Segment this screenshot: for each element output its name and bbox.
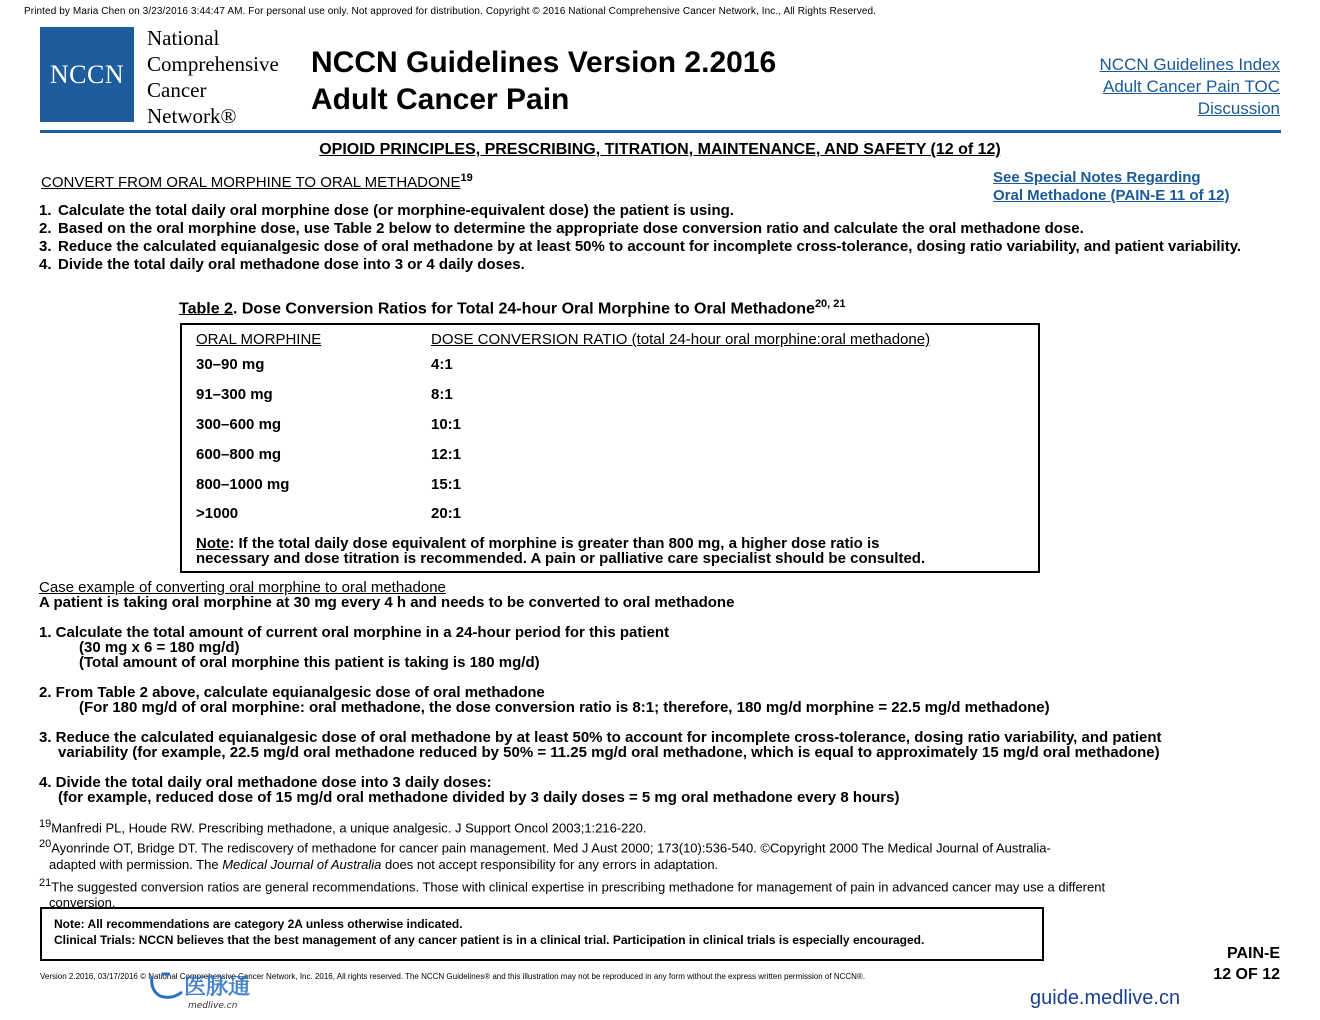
table-title-text: . Dose Conversion Ratios for Total 24-hour Oral Morphine to Oral Methadone (232, 300, 815, 318)
reference-number: 19 (39, 818, 52, 830)
table-cell-dose: 600–800 mg (196, 446, 282, 463)
header-divider (40, 130, 1281, 133)
logo-line: National (147, 26, 220, 50)
reference-number: 20 (39, 838, 52, 851)
reference-text: Manfredi PL, Houde RW. Prescribing methadone, a unique analgesic. J Support Oncol 2003;1:216-220. (51, 820, 647, 836)
guidelines-index-link[interactable]: NCCN Guidelines Index (1099, 55, 1280, 74)
case-step (39, 730, 1289, 760)
table-note (196, 536, 1026, 566)
footnote-ref: 20, 21 (814, 298, 846, 310)
section-title (0, 141, 1320, 159)
copyright-footer: Version 2.2016, 03/17/2016 © National Comprehensive Cancer Network, Inc. 2016, All rights reserved. The NCCN Guidelines® and this illustration may not be reproduced in any form without the express written permission of NCCN®. (40, 972, 866, 981)
table-note-line: necessary and dose titration is recommended. A pain or palliative care specialist should be consulted. (196, 550, 926, 567)
reference-item (39, 836, 1289, 856)
table-cell-ratio: 10:1 (431, 416, 462, 433)
table-cell-ratio: 8:1 (431, 386, 453, 403)
case-step-text: 1. Calculate the total amount of current oral morphine in a 24-hour period for this patient (39, 624, 670, 641)
nccn-logo[interactable] (40, 27, 134, 122)
convert-heading (41, 172, 473, 191)
recommendations-note-box (40, 907, 1044, 961)
case-step (39, 685, 1289, 715)
reference-continuation: conversion. (49, 894, 116, 910)
special-notes-link[interactable]: See Special Notes Regarding (993, 169, 1201, 186)
logo-line: Comprehensive (147, 52, 279, 76)
logo-line: Network® (147, 104, 237, 128)
list-item (39, 220, 1269, 238)
medlive-watermark (148, 968, 252, 1012)
watermark-name: 医脉通 (184, 975, 251, 1000)
header-nav-links (1100, 54, 1280, 120)
case-step (39, 625, 1289, 670)
reference-text: Ayonrinde OT, Bridge DT. The rediscovery of methadone for cancer pain management. Med J Aust 2000; 173(10):536-540. ©Copyright 2000 The Medical Journal of Australia- (51, 840, 1051, 856)
column-header-ratio: DOSE CONVERSION RATIO (total 24-hour oral morphine:oral methadone) (431, 331, 931, 348)
guideline-topic-title: Adult Cancer Pain (311, 83, 570, 116)
section-title-text: OPIOID PRINCIPLES, PRESCRIBING, TITRATION, MAINTENANCE, AND SAFETY (12 of 12) (319, 141, 1001, 158)
case-example-title: Case example of converting oral morphine to oral methadone (39, 579, 446, 596)
reference-text: adapted with permission. The (49, 856, 223, 872)
table-note-line (196, 536, 1026, 551)
medlive-logo-icon (148, 968, 252, 1012)
table-cell-dose: >1000 (196, 505, 239, 522)
convert-heading-text: CONVERT FROM ORAL MORPHINE TO ORAL METHADONE (41, 174, 461, 191)
case-step-detail: (For 180 mg/d of oral morphine: oral methadone, the dose conversion ratio is 8:1; therefore, 180 mg/d morphine = 22.5 mg/d methadone) (79, 699, 1050, 716)
clinical-trials-note: Clinical Trials: NCCN believes that the best management of any cancer patient is in a clinical trial. Participation in clinical trials is especially encouraged. (54, 933, 925, 947)
step-number: 3. (39, 238, 52, 255)
footnote-ref: 19 (460, 172, 473, 184)
case-step-detail: (30 mg x 6 = 180 mg/d) (79, 639, 240, 656)
step-number: 4. (39, 256, 52, 273)
list-item (39, 256, 1269, 274)
special-notes-link-page[interactable]: Oral Methadone (PAIN-E 11 of 12) (993, 187, 1230, 204)
table-cell-ratio: 12:1 (431, 446, 462, 463)
step-number: 2. (39, 220, 52, 237)
step-number: 1. (39, 202, 52, 219)
table-cell-ratio: 15:1 (431, 476, 462, 493)
guideline-version-title: NCCN Guidelines Version 2.2016 (311, 46, 777, 79)
table-title (179, 298, 846, 318)
print-notice: Printed by Maria Chen on 3/23/2016 3:44:47 AM. For personal use only. Not approved for distribution. Copyright © 2016 National Comprehensive Cancer Network, Inc., All Rights Reserved. (24, 6, 877, 17)
reference-item (39, 875, 1289, 895)
case-step-text: 4. Divide the total daily oral methadone dose into 3 daily doses: (39, 774, 492, 791)
reference-item (39, 816, 1289, 836)
case-example (39, 580, 1289, 805)
case-example-intro: A patient is taking oral morphine at 30 mg every 4 h and needs to be converted to oral methadone (39, 594, 735, 611)
table-cell-dose: 800–1000 mg (196, 476, 290, 493)
toc-link[interactable]: Adult Cancer Pain TOC (1102, 77, 1280, 96)
watermark-site: medlive.cn (188, 1001, 238, 1011)
dose-conversion-table (180, 323, 1040, 573)
list-item (39, 238, 1269, 256)
reference-continuation (39, 857, 1289, 873)
page-number: 12 OF 12 (1213, 966, 1280, 983)
list-item (39, 202, 1269, 220)
page-code: PAIN-E (1226, 945, 1280, 962)
special-notes-link-block (993, 169, 1229, 205)
case-step-text: 3. Reduce the calculated equianalgesic dose of oral methadone by at least 50% to account for incomplete cross-tolerance, dosing ratio variability, and patient (39, 729, 1162, 746)
logo-abbr: NCCN (49, 59, 125, 89)
column-header-oral-morphine: ORAL MORPHINE (196, 331, 322, 348)
case-step-text: 2. From Table 2 above, calculate equianalgesic dose of oral methadone (39, 684, 545, 701)
guide-url[interactable]: guide.medlive.cn (1030, 987, 1181, 1009)
table-cell-ratio: 4:1 (431, 356, 453, 373)
references (39, 816, 1289, 911)
table-cell-dose: 91–300 mg (196, 386, 273, 403)
step-text: Divide the total daily oral methadone dose into 3 or 4 daily doses. (58, 256, 525, 273)
conversion-steps (39, 202, 1269, 274)
case-step (39, 775, 1289, 805)
category-note: Note: All recommendations are category 2A unless otherwise indicated. (54, 917, 463, 931)
journal-name: Medical Journal of Australia (222, 856, 382, 872)
table-cell-dose: 300–600 mg (196, 416, 282, 433)
table-cell-dose: 30–90 mg (196, 356, 265, 373)
logo-line: Cancer (147, 78, 207, 102)
step-text: Based on the oral morphine dose, use Table 2 below to determine the appropriate dose conversion ratio and calculate the oral methadone dose. (58, 220, 1084, 237)
page-reference (1213, 943, 1280, 985)
note-text: : If the total daily dose equivalent of morphine is greater than 800 mg, a higher dose ratio is (229, 535, 880, 552)
table-cell-ratio: 20:1 (431, 505, 462, 522)
reference-number: 21 (39, 876, 52, 889)
reference-text: does not accept responsibility for any errors in adaptation. (381, 856, 719, 872)
step-text: Reduce the calculated equianalgesic dose of oral methadone by at least 50% to account for incomplete cross-tolerance, dosing ratio variability, and patient variability. (58, 238, 1242, 255)
discussion-link[interactable]: Discussion (1197, 99, 1280, 118)
reference-text: The suggested conversion ratios are general recommendations. Those with clinical expertise in prescribing methadone for management of pain in advanced cancer may use a different (51, 878, 1106, 894)
case-step-detail: (Total amount of oral morphine this patient is taking is 180 mg/d) (79, 654, 540, 671)
table-label: Table 2 (179, 300, 233, 318)
step-text: Calculate the total daily oral morphine dose (or morphine-equivalent dose) the patient is using. (58, 202, 734, 219)
case-step-detail: variability (for example, 22.5 mg/d oral methadone reduced by 50% = 11.25 mg/d oral methadone, which is equal to approximately 15 mg/d oral methadone) (58, 744, 1160, 761)
note-label: Note (196, 535, 230, 552)
logo-wordmark (147, 25, 279, 129)
case-step-detail: (for example, reduced dose of 15 mg/d oral methadone divided by 3 daily doses = 5 mg oral methadone every 8 hours) (58, 789, 900, 806)
